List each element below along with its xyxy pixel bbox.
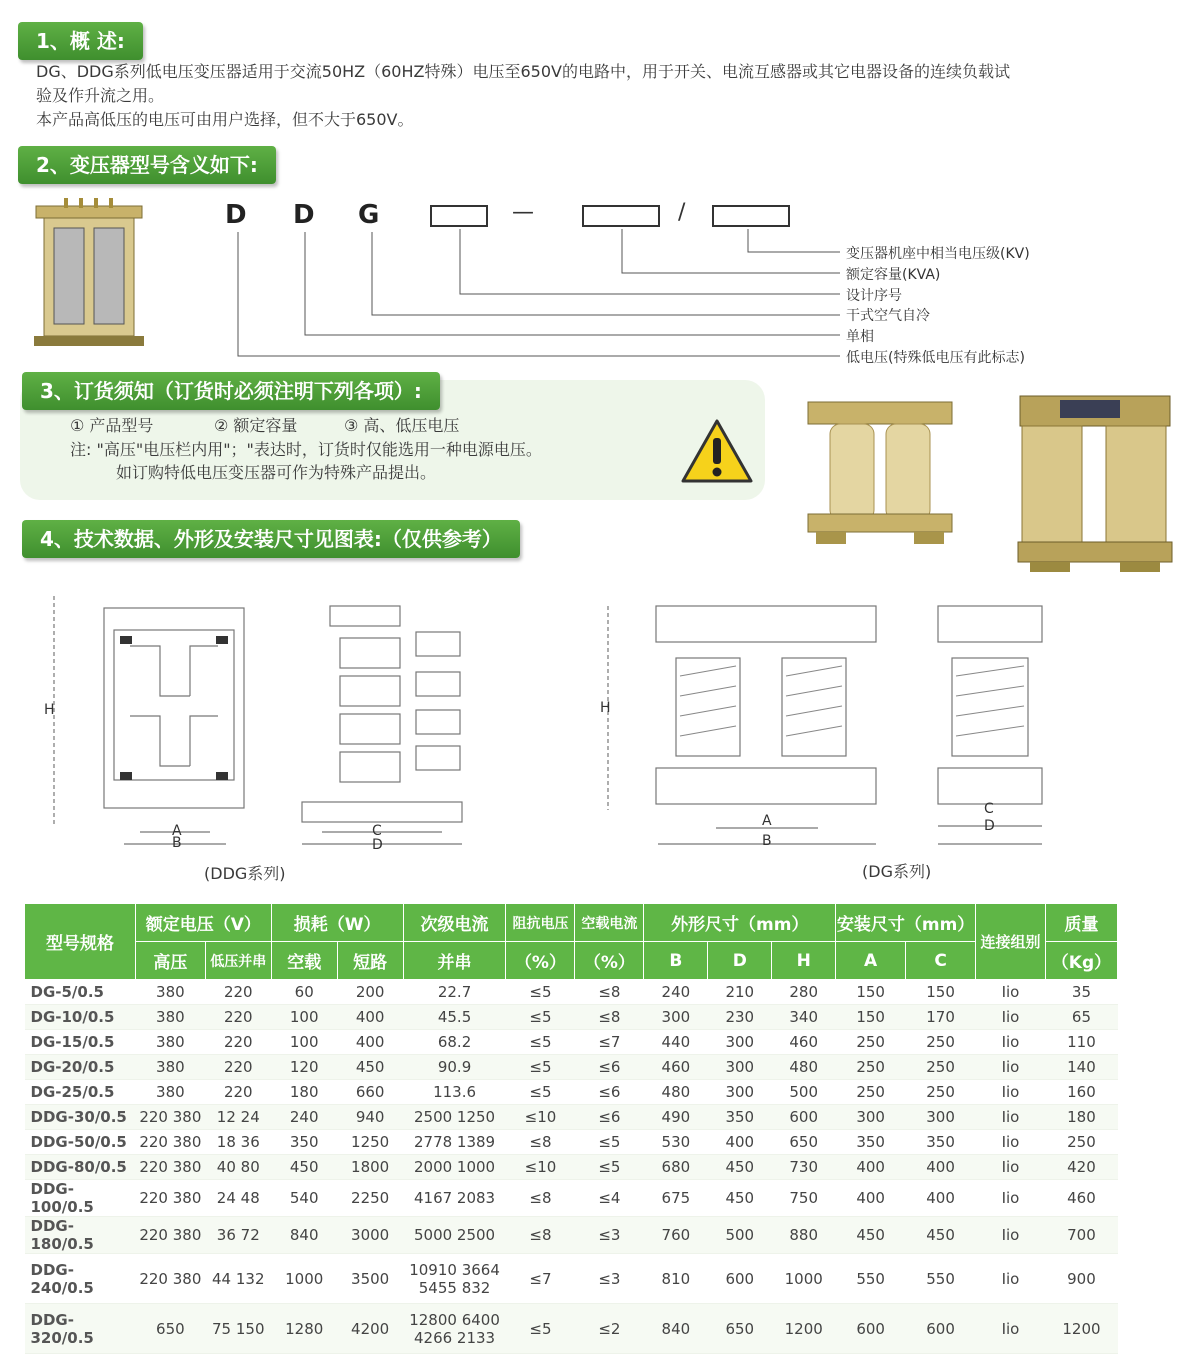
- table-cell: 440: [644, 1030, 708, 1055]
- table-cell: 300: [708, 1055, 772, 1080]
- ddg-outline-drawing: [40, 586, 470, 856]
- table-cell: 65: [1045, 1005, 1117, 1030]
- col-impedance: 阻抗电压: [506, 904, 575, 942]
- order-note-2: 如订购特低电压变压器可作为特殊产品提出。: [116, 463, 437, 482]
- table-cell: 100: [271, 1005, 337, 1030]
- table-cell: 380: [135, 1005, 205, 1030]
- table-cell: 940: [337, 1105, 403, 1130]
- table-cell: 600: [708, 1254, 772, 1304]
- table-cell: Iio: [976, 1254, 1046, 1304]
- table-row: [25, 1217, 1118, 1254]
- table-cell: ≤8: [506, 1217, 575, 1254]
- table-cell: 880: [772, 1217, 836, 1254]
- sub-low-voltage: 低压并串: [205, 942, 271, 980]
- table-cell: DDG-100/0.5: [25, 1180, 136, 1217]
- dg-outline-drawing: [596, 586, 1066, 856]
- col-loss: 损耗（W）: [271, 904, 403, 942]
- table-cell: 380: [135, 980, 205, 1005]
- section1-line2: 验及作升流之用。: [36, 86, 165, 105]
- dg-caption: (DG系列): [862, 862, 932, 881]
- table-cell: 35: [1045, 980, 1117, 1005]
- table-cell: 240: [644, 980, 708, 1005]
- table-cell: DDG-50/0.5: [25, 1130, 136, 1155]
- table-cell: 22.7: [403, 980, 506, 1005]
- legend-capacity: 额定容量(KVA): [846, 267, 941, 283]
- table-cell: 400: [906, 1180, 976, 1217]
- table-cell: 40 80: [205, 1155, 271, 1180]
- dim-label-c-dg: C: [984, 801, 994, 817]
- table-cell: 450: [708, 1180, 772, 1217]
- current-line-2: 4266 2133: [413, 1328, 496, 1347]
- table-cell: 350: [708, 1105, 772, 1130]
- table-cell: 420: [1045, 1155, 1117, 1180]
- table-cell: 450: [708, 1155, 772, 1180]
- col-noload-current: 空载电流: [575, 904, 644, 942]
- table-cell: 900: [1045, 1254, 1117, 1304]
- table-cell: 1000: [271, 1254, 337, 1304]
- table-cell: 100: [271, 1030, 337, 1055]
- table-cell: 280: [772, 980, 836, 1005]
- table-cell: Iio: [976, 1055, 1046, 1080]
- table-cell: Iio: [976, 1105, 1046, 1130]
- model-slash: /: [678, 200, 686, 225]
- col-mass: 质量: [1045, 904, 1117, 942]
- table-cell: 4167 2083: [403, 1180, 506, 1217]
- table-cell: 480: [772, 1055, 836, 1080]
- sub-shortcircuit: 短路: [337, 942, 403, 980]
- sub-pct-2: （%）: [575, 942, 644, 980]
- section3-heading: 3、订货须知（订货时必须注明下列各项）:: [22, 372, 440, 410]
- table-cell: 36 72: [205, 1217, 271, 1254]
- table-cell: ≤6: [575, 1080, 644, 1105]
- table-cell: ≤10: [506, 1105, 575, 1130]
- table-cell: 450: [906, 1217, 976, 1254]
- col-outline-size: 外形尺寸（mm）: [644, 904, 836, 942]
- table-cell: Iio: [976, 1180, 1046, 1217]
- table-cell: 300: [708, 1030, 772, 1055]
- table-cell: DG-5/0.5: [25, 980, 136, 1005]
- table-cell: 68.2: [403, 1030, 506, 1055]
- dim-label-d-dg: D: [984, 818, 995, 834]
- table-row: [25, 1304, 1118, 1354]
- table-cell: ≤5: [506, 1030, 575, 1055]
- table-cell: DG-25/0.5: [25, 1080, 136, 1105]
- table-cell: 840: [644, 1304, 708, 1354]
- table-cell: 3000: [337, 1217, 403, 1254]
- table-cell: 300: [836, 1105, 906, 1130]
- sub-d: D: [708, 942, 772, 980]
- table-row: [25, 1155, 1118, 1180]
- sub-noload: 空载: [271, 942, 337, 980]
- col-secondary-current: 次级电流: [403, 904, 506, 942]
- table-row: [25, 980, 1118, 1005]
- table-cell: ≤4: [575, 1180, 644, 1217]
- table-cell: ≤5: [506, 1005, 575, 1030]
- table-cell: 200: [337, 980, 403, 1005]
- table-cell: 300: [644, 1005, 708, 1030]
- table-cell: 1250: [337, 1130, 403, 1155]
- table-cell: 840: [271, 1217, 337, 1254]
- dim-label-b-ddg: B: [172, 835, 182, 851]
- table-cell: 250: [906, 1055, 976, 1080]
- table-row: [25, 1254, 1118, 1304]
- legend-dry-cooling: 干式空气自冷: [846, 308, 930, 324]
- table-cell: ≤5: [506, 1055, 575, 1080]
- section1-line3: 本产品高低压的电压可由用户选择，但不大于650V。: [36, 110, 414, 129]
- table-cell: 60: [271, 980, 337, 1005]
- table-cell: 250: [836, 1030, 906, 1055]
- order-item-capacity: ② 额定容量: [214, 416, 298, 435]
- dim-label-a-ddg: A: [172, 823, 182, 839]
- model-dash: —: [512, 200, 534, 225]
- table-cell: DDG-240/0.5: [25, 1254, 136, 1304]
- spec-table-body: [25, 980, 1118, 1354]
- table-cell: ≤7: [575, 1030, 644, 1055]
- table-cell: 650: [135, 1304, 205, 1354]
- table-cell: 220 380: [135, 1180, 205, 1217]
- table-row: [25, 1130, 1118, 1155]
- order-note-1: 注: "高压"电压栏内用"；"表达时，订货时仅能选用一种电源电压。: [70, 440, 542, 459]
- order-item-model: ① 产品型号: [70, 416, 154, 435]
- table-cell: 220: [205, 980, 271, 1005]
- table-cell: ≤6: [575, 1055, 644, 1080]
- table-cell: 380: [135, 1080, 205, 1105]
- table-cell: 250: [836, 1055, 906, 1080]
- table-cell: 75 150: [205, 1304, 271, 1354]
- table-cell: 220: [205, 1080, 271, 1105]
- table-cell: Iio: [976, 1304, 1046, 1354]
- table-cell: DG-20/0.5: [25, 1055, 136, 1080]
- table-cell: 220 380: [135, 1254, 205, 1304]
- table-cell: ≤10: [506, 1155, 575, 1180]
- table-cell: 2250: [337, 1180, 403, 1217]
- table-cell: DG-10/0.5: [25, 1005, 136, 1030]
- table-cell: ≤3: [575, 1217, 644, 1254]
- sub-parallel-series: 并串: [403, 942, 506, 980]
- table-cell: 1000: [772, 1254, 836, 1304]
- model-letter-2: D: [293, 200, 315, 230]
- table-cell: 350: [271, 1130, 337, 1155]
- table-row: [25, 1055, 1118, 1080]
- legend-single-phase: 单相: [846, 329, 874, 345]
- table-cell: 240: [271, 1105, 337, 1130]
- table-cell: 730: [772, 1155, 836, 1180]
- legend-design-no: 设计序号: [846, 288, 902, 304]
- table-cell: DDG-30/0.5: [25, 1105, 136, 1130]
- table-cell: ≤7: [506, 1254, 575, 1304]
- table-cell: 350: [836, 1130, 906, 1155]
- table-cell: DDG-80/0.5: [25, 1155, 136, 1180]
- sub-b: B: [644, 942, 708, 980]
- col-install-size: 安装尺寸（mm）: [836, 904, 976, 942]
- dim-label-d-ddg: D: [372, 837, 383, 853]
- table-cell: 250: [1045, 1130, 1117, 1155]
- table-cell: 24 48: [205, 1180, 271, 1217]
- table-cell: 220: [205, 1030, 271, 1055]
- table-cell: 810: [644, 1254, 708, 1304]
- table-cell: ≤6: [575, 1105, 644, 1130]
- table-cell: 90.9: [403, 1055, 506, 1080]
- table-cell: 110: [1045, 1030, 1117, 1055]
- table-cell: 113.6: [403, 1080, 506, 1105]
- table-cell: 150: [836, 980, 906, 1005]
- current-line-1: 12800 6400: [409, 1310, 500, 1329]
- table-cell: 170: [906, 1005, 976, 1030]
- table-cell: 2778 1389: [403, 1130, 506, 1155]
- table-cell: 300: [906, 1105, 976, 1130]
- table-cell: 1280: [271, 1304, 337, 1354]
- section1-heading: 1、概 述:: [18, 22, 143, 60]
- table-cell: ≤8: [506, 1130, 575, 1155]
- table-cell: 480: [644, 1080, 708, 1105]
- legend-voltage-class: 变压器机座中相当电压级(KV): [846, 246, 1030, 262]
- table-cell: 180: [1045, 1105, 1117, 1130]
- table-cell: 550: [836, 1254, 906, 1304]
- table-cell: [403, 1254, 506, 1304]
- table-cell: 660: [337, 1080, 403, 1105]
- table-row: [25, 1030, 1118, 1055]
- current-line-2: 5455 832: [418, 1278, 491, 1297]
- table-cell: 380: [135, 1055, 205, 1080]
- table-cell: 680: [644, 1155, 708, 1180]
- ddg-caption: (DDG系列): [204, 864, 286, 883]
- table-cell: 12 24: [205, 1105, 271, 1130]
- dim-label-b-dg: B: [762, 833, 772, 849]
- table-cell: 1200: [772, 1304, 836, 1354]
- table-cell: 450: [836, 1217, 906, 1254]
- table-cell: ≤8: [506, 1180, 575, 1217]
- table-row: [25, 1180, 1118, 1217]
- table-cell: 340: [772, 1005, 836, 1030]
- table-cell: 160: [1045, 1080, 1117, 1105]
- table-cell: 750: [772, 1180, 836, 1217]
- table-cell: ≤5: [506, 1080, 575, 1105]
- table-cell: 460: [644, 1055, 708, 1080]
- table-cell: 380: [135, 1030, 205, 1055]
- table-cell: 350: [906, 1130, 976, 1155]
- table-cell: 220 380: [135, 1217, 205, 1254]
- table-cell: 45.5: [403, 1005, 506, 1030]
- sub-kg: （Kg）: [1045, 942, 1117, 980]
- table-cell: 44 132: [205, 1254, 271, 1304]
- table-row: [25, 1105, 1118, 1130]
- table-cell: 550: [906, 1254, 976, 1304]
- table-cell: DDG-320/0.5: [25, 1304, 136, 1354]
- table-cell: 400: [906, 1155, 976, 1180]
- table-cell: 250: [906, 1030, 976, 1055]
- section4-heading: 4、技术数据、外形及安装尺寸见图表:（仅供参考）: [22, 520, 520, 558]
- table-cell: 4200: [337, 1304, 403, 1354]
- col-rated-voltage: 额定电压（V）: [135, 904, 271, 942]
- table-cell: Iio: [976, 1005, 1046, 1030]
- table-cell: Iio: [976, 1080, 1046, 1105]
- table-cell: 1200: [1045, 1304, 1117, 1354]
- table-cell: DDG-180/0.5: [25, 1217, 136, 1254]
- table-cell: ≤3: [575, 1254, 644, 1304]
- table-cell: 600: [772, 1105, 836, 1130]
- table-cell: 210: [708, 980, 772, 1005]
- legend-low-voltage: 低电压(特殊低电压有此标志): [846, 350, 1025, 366]
- sub-pct-1: （%）: [506, 942, 575, 980]
- table-cell: 600: [906, 1304, 976, 1354]
- table-cell: 140: [1045, 1055, 1117, 1080]
- table-cell: [403, 1304, 506, 1354]
- col-model: 型号规格: [25, 904, 136, 980]
- table-cell: 150: [836, 1005, 906, 1030]
- table-cell: Iio: [976, 1155, 1046, 1180]
- table-cell: 5000 2500: [403, 1217, 506, 1254]
- dim-label-c-ddg: C: [372, 823, 382, 839]
- table-cell: 450: [271, 1155, 337, 1180]
- table-cell: 250: [906, 1080, 976, 1105]
- table-cell: Iio: [976, 1130, 1046, 1155]
- table-cell: 120: [271, 1055, 337, 1080]
- sub-a: A: [836, 942, 906, 980]
- table-cell: 400: [708, 1130, 772, 1155]
- table-cell: 760: [644, 1217, 708, 1254]
- table-cell: 220: [205, 1055, 271, 1080]
- dim-label-h-ddg: H: [44, 702, 55, 718]
- table-cell: 500: [772, 1080, 836, 1105]
- table-cell: 1800: [337, 1155, 403, 1180]
- table-cell: 460: [1045, 1180, 1117, 1217]
- table-row: [25, 1005, 1118, 1030]
- table-cell: 490: [644, 1105, 708, 1130]
- section2-heading: 2、变压器型号含义如下:: [18, 146, 276, 184]
- table-cell: 540: [271, 1180, 337, 1217]
- table-cell: ≤2: [575, 1304, 644, 1354]
- section1-line1: DG、DDG系列低电压变压器适用于交流50HZ（60HZ特殊）电压至650V的电路中，用于开关、电流互感器或其它电器设备的连续负载试: [36, 62, 1010, 81]
- model-letter-3: G: [358, 200, 380, 230]
- table-cell: ≤5: [506, 980, 575, 1005]
- table-cell: 220 380: [135, 1130, 205, 1155]
- table-cell: 500: [708, 1217, 772, 1254]
- table-cell: 300: [708, 1080, 772, 1105]
- dim-label-a-dg: A: [762, 813, 772, 829]
- table-cell: 180: [271, 1080, 337, 1105]
- current-line-1: 10910 3664: [409, 1260, 500, 1279]
- table-cell: ≤5: [575, 1155, 644, 1180]
- table-cell: Iio: [976, 1030, 1046, 1055]
- table-cell: ≤5: [506, 1304, 575, 1354]
- transformer-photo-dg-1: [800, 390, 960, 550]
- table-cell: 220: [205, 1005, 271, 1030]
- table-cell: Iio: [976, 980, 1046, 1005]
- table-cell: 220 380: [135, 1105, 205, 1130]
- col-connection: 连接组别: [976, 904, 1046, 980]
- table-cell: ≤8: [575, 980, 644, 1005]
- sub-c: C: [906, 942, 976, 980]
- dim-label-h-dg: H: [600, 700, 611, 716]
- spec-table: [24, 903, 1118, 1354]
- table-cell: ≤8: [575, 1005, 644, 1030]
- model-letter-1: D: [225, 200, 247, 230]
- table-cell: 3500: [337, 1254, 403, 1304]
- table-cell: 400: [337, 1005, 403, 1030]
- transformer-photo-dg-2: [1000, 378, 1185, 578]
- model-leader-lines: [0, 0, 1200, 380]
- table-cell: 230: [708, 1005, 772, 1030]
- table-cell: 220 380: [135, 1155, 205, 1180]
- sub-h: H: [772, 942, 836, 980]
- table-cell: 2500 1250: [403, 1105, 506, 1130]
- table-cell: 650: [772, 1130, 836, 1155]
- table-cell: 650: [708, 1304, 772, 1354]
- table-cell: DG-15/0.5: [25, 1030, 136, 1055]
- table-cell: 675: [644, 1180, 708, 1217]
- table-cell: 18 36: [205, 1130, 271, 1155]
- table-cell: 450: [337, 1055, 403, 1080]
- table-cell: 600: [836, 1304, 906, 1354]
- table-cell: 400: [836, 1155, 906, 1180]
- order-item-voltage: ③ 高、低压电压: [344, 416, 460, 435]
- table-cell: 2000 1000: [403, 1155, 506, 1180]
- table-cell: 250: [836, 1080, 906, 1105]
- table-cell: 400: [337, 1030, 403, 1055]
- table-cell: Iio: [976, 1217, 1046, 1254]
- table-row: [25, 1080, 1118, 1105]
- table-cell: 700: [1045, 1217, 1117, 1254]
- table-cell: 460: [772, 1030, 836, 1055]
- table-cell: ≤5: [575, 1130, 644, 1155]
- table-cell: 530: [644, 1130, 708, 1155]
- table-cell: 150: [906, 980, 976, 1005]
- sub-high-voltage: 高压: [135, 942, 205, 980]
- warning-icon: [680, 418, 754, 488]
- table-cell: 400: [836, 1180, 906, 1217]
